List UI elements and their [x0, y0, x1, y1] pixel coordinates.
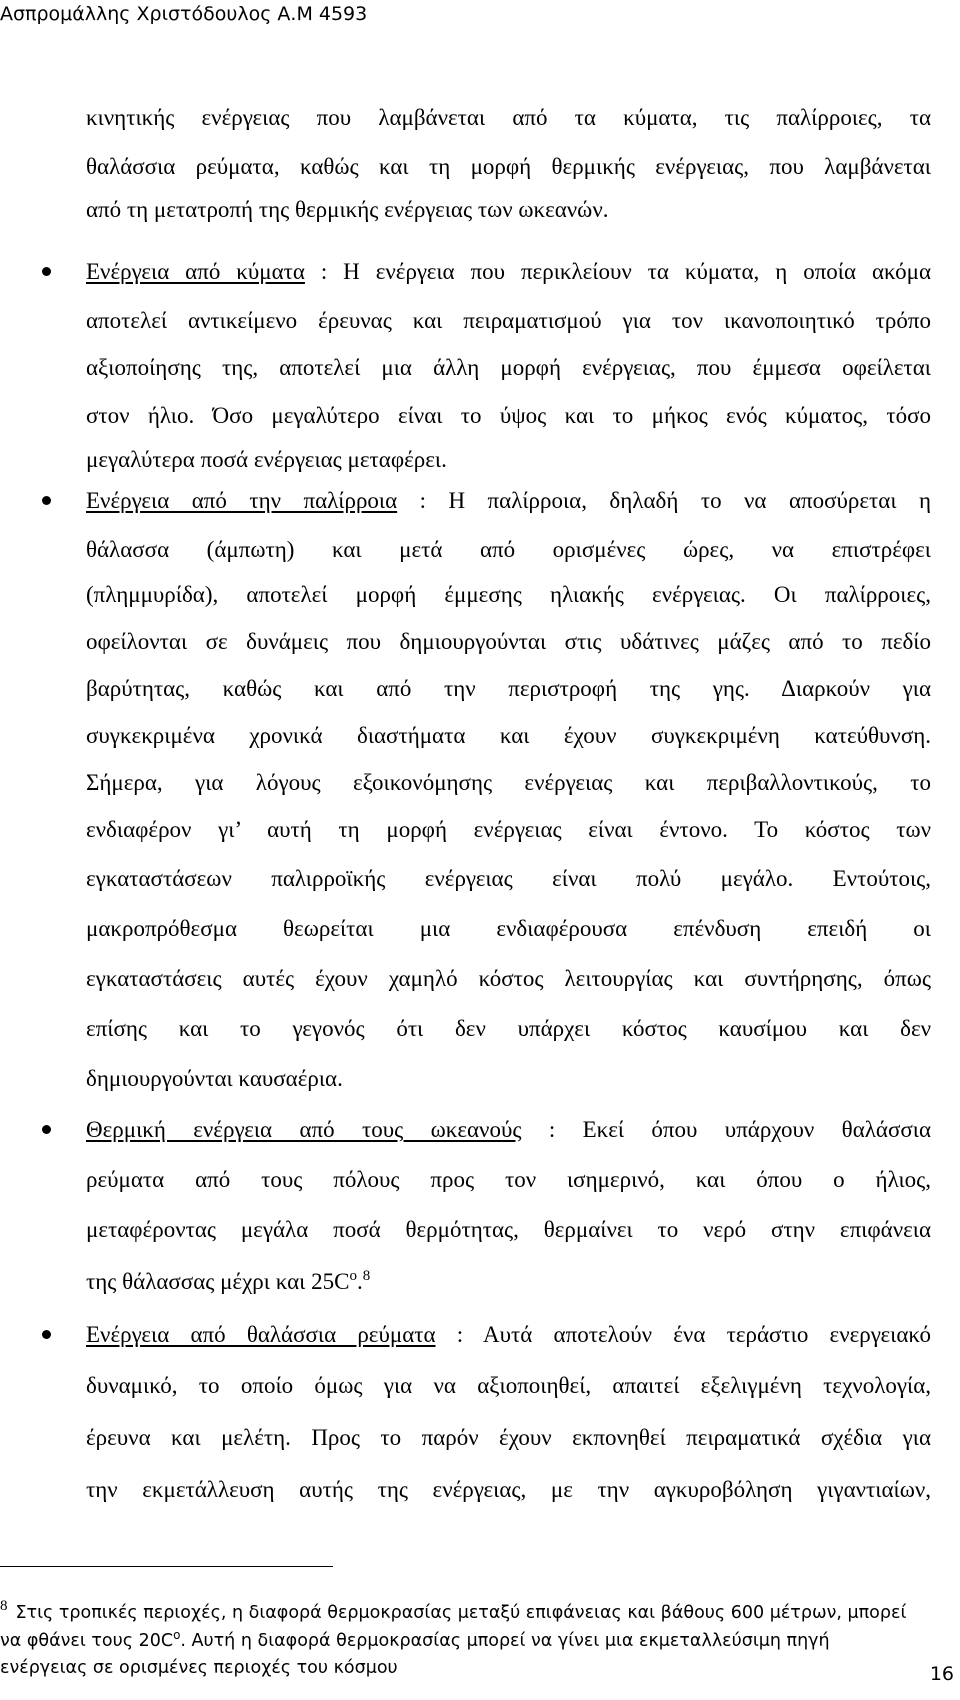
bullet-icon — [42, 496, 51, 505]
bullet-line: ενδιαφέρον γι’ αυτή τη μορφή ενέργειας είναι έντονο. Το κόστος των — [86, 817, 931, 842]
bullet-first-rest: : Η ενέργεια που περικλείουν τα κύματα, η οποία ακόμα — [304, 259, 931, 284]
bullet-line: δυναμικό, το οποίο όμως για να αξιοποιηθεί, απαιτεί εξελιγμένη τεχνολογία, — [86, 1373, 931, 1398]
bullet-line: Σήμερα, για λόγους εξοικονόμησης ενέργειας και περιβαλλοντικούς, το — [86, 770, 931, 795]
bullet-title: Ενέργεια από την παλίρροια — [86, 488, 398, 513]
degree-superscript: ο — [349, 1268, 357, 1284]
header-text: Ασπρομάλλης Χριστόδουλος Α.Μ 4593 — [0, 3, 368, 25]
bullet-first-line — [86, 252, 931, 292]
bullet-line: επίσης και το γεγονός ότι δεν υπάρχει κόστος καυσίμου και δεν — [86, 1016, 931, 1041]
footnote-text: Στις τροπικές περιοχές, η διαφορά θερμοκρασίας μεταξύ επιφάνειας και βάθους 600 μέτρων, μπορεί — [15, 1603, 907, 1623]
bullet-first-rest: : Αυτά αποτελούν ένα τεράστιο ενεργειακό — [435, 1322, 931, 1347]
bullet-line: αξιοποίησης της, αποτελεί μια άλλη μορφή ενέργειας, που έμμεσα οφείλεται — [86, 355, 931, 380]
footnote-reference[interactable]: 8 — [362, 1268, 371, 1284]
bullet-line: μεγαλύτερα ποσά ενέργειας μεταφέρει. — [86, 447, 447, 472]
bullet-line: στον ήλιο. Όσο μεγαλύτερο είναι το ύψος και το μήκος ενός κύματος, τόσο — [86, 403, 931, 428]
bullet-line: ρεύματα από τους πόλους προς τον ισημερινό, και όπου ο ήλιος, — [86, 1167, 931, 1192]
bullet-first-line — [86, 1110, 931, 1150]
footnote-line: ενέργειας σε ορισμένες περιοχές του κόσμου — [0, 1658, 398, 1678]
bullet-first-line — [86, 1315, 931, 1355]
bullet-line: εγκαταστάσεις αυτές έχουν χαμηλό κόστος λειτουργίας και συντήρησης, όπως — [86, 966, 931, 991]
bullet-line: έρευνα και μελέτη. Προς το παρόν έχουν εκπονηθεί πειραματικά σχέδια για — [86, 1425, 931, 1450]
bullet-line: βαρύτητας, καθώς και από την περιστροφή της γης. Διαρκούν για — [86, 676, 931, 701]
bullet-title: Ενέργεια από κύματα — [86, 259, 305, 284]
footnote-line — [0, 1600, 906, 1627]
bullet-last-text: της θάλασσας μέχρι και 25C — [86, 1269, 350, 1294]
bullet-first-rest: : Η παλίρροια, δηλαδή το να αποσύρεται η — [397, 488, 931, 513]
bullet-line: συγκεκριμένα χρονικά διαστήματα και έχουν συγκεκριμένη κατεύθυνση. — [86, 723, 931, 748]
intro-line: από τη μετατροπή της θερμικής ενέργειας των ωκεανών. — [86, 197, 609, 222]
bullet-line: μεταφέροντας μεγάλα ποσά θερμότητας, θερμαίνει το νερό στην επιφάνεια — [86, 1217, 931, 1242]
bullet-title: Ενέργεια από θαλάσσια ρεύματα — [86, 1322, 436, 1347]
footnote-text: . Αυτή η διαφορά θερμοκρασίας μπορεί να γίνει μια εκμεταλλεύσιμη πηγή — [180, 1631, 830, 1651]
footnote-text: να φθάνει τους 20C — [0, 1631, 174, 1651]
footnote-mark: 8 — [0, 1598, 8, 1614]
bullet-line: εγκαταστάσεων παλιρροϊκής ενέργειας είναι πολύ μεγάλο. Εντούτοις, — [86, 866, 931, 891]
intro-line: κινητικής ενέργειας που λαμβάνεται από τα κύματα, τις παλίρροιες, τα — [86, 105, 931, 130]
intro-line: θαλάσσια ρεύματα, καθώς και τη μορφή θερμικής ενέργειας, που λαμβάνεται — [86, 154, 931, 179]
bullet-line: αποτελεί αντικείμενο έρευνας και πειραματισμού για τον ικανοποιητικό τρόπο — [86, 308, 931, 333]
footnote-separator — [0, 1566, 333, 1567]
bullet-first-line — [86, 481, 931, 521]
bullet-icon — [42, 1330, 51, 1339]
bullet-line: την εκμετάλλευση αυτής της ενέργειας, με την αγκυροβόληση γιγαντιαίων, — [86, 1477, 931, 1502]
bullet-line: θάλασσα (άμπωτη) και μετά από ορισμένες ώρες, να επιστρέφει — [86, 537, 931, 562]
bullet-icon — [42, 267, 51, 276]
bullet-icon — [42, 1125, 51, 1134]
degree-superscript: ο — [173, 1628, 181, 1642]
bullet-first-rest: : Εκεί όπου υπάρχουν θαλάσσια — [521, 1117, 931, 1142]
bullet-line: οφείλονται σε δυνάμεις που δημιουργούνται στις υδάτινες μάζες από το πεδίο — [86, 629, 931, 654]
bullet-title: Θερμική ενέργεια από τους ωκεανούς — [86, 1117, 522, 1142]
bullet-line-with-superscript — [86, 1262, 931, 1302]
bullet-last-tail: . — [356, 1269, 363, 1294]
footnote-line — [0, 1628, 830, 1654]
bullet-line: δημιουργούνται καυσαέρια. — [86, 1066, 343, 1091]
page-number: 16 — [929, 1663, 954, 1685]
bullet-line: μακροπρόθεσμα θεωρείται μια ενδιαφέρουσα επένδυση επειδή οι — [86, 916, 931, 941]
bullet-line: (πλημμυρίδα), αποτελεί μορφή έμμεσης ηλιακής ενέργειας. Οι παλίρροιες, — [86, 582, 931, 607]
